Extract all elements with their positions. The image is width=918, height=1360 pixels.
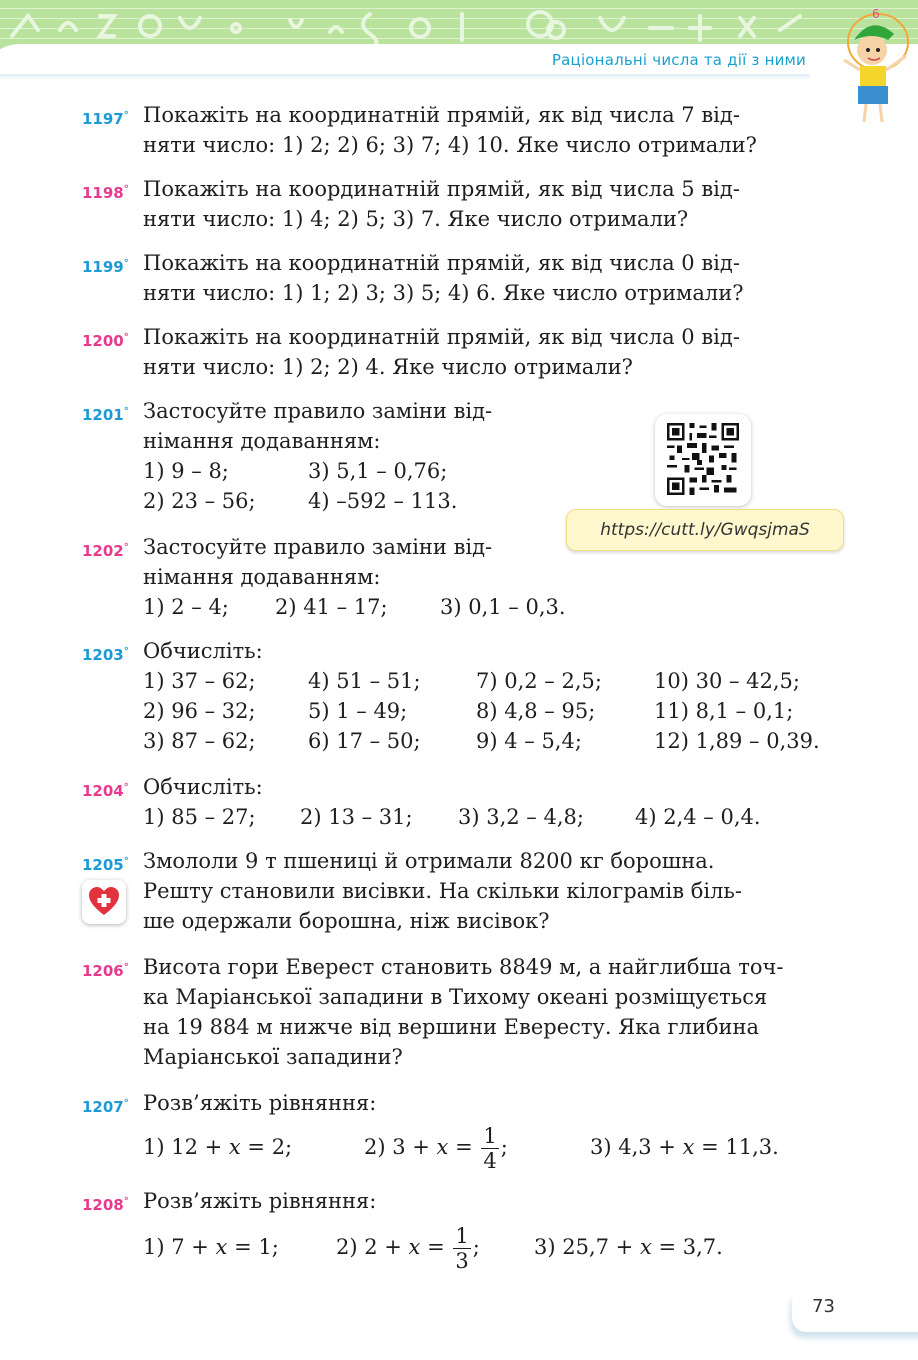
qr-code-icon [667, 423, 739, 495]
exercise-item: 9) 4 – 5,4; [476, 729, 582, 753]
exercise-item: 2) 41 – 17; [275, 595, 388, 619]
exercise-item: 12) 1,89 – 0,39. [654, 729, 820, 753]
problem-text-line: няти число: 1) 1; 2) 3; 3) 5; 4) 6. Яке число отримали? [143, 281, 744, 305]
exercise-item: 4) –592 – 113. [308, 489, 458, 513]
problem-text-line: Покажіть на координатній прямій, як від числа 0 від- [143, 325, 740, 349]
equation: 2) 2 + x = $\frac{1}{3}$ ; [336, 1224, 480, 1273]
problem-number: 1206° [82, 962, 129, 980]
problem-number: 1205° [82, 856, 129, 874]
exercise-item: 1) 9 – 8; [143, 459, 229, 483]
section-title: Раціональні числа та дії з ними [551, 51, 806, 69]
problem-number: 1199° [82, 258, 129, 276]
exercise-item: 5) 1 – 49; [308, 699, 408, 723]
qr-code-card[interactable] [655, 414, 751, 506]
problem-number: 1208° [82, 1196, 129, 1214]
exercise-item: 1) 85 – 27; [143, 805, 256, 829]
problem-title: Розв’яжіть рівняння: [143, 1189, 377, 1213]
problem-text-line: німання додаванням: [143, 565, 381, 589]
equation: 1) 12 + x = 2; [143, 1135, 293, 1159]
problem-text-line: ка Маріанської западини в Тихому океані розміщується [143, 985, 768, 1009]
problem-text-line: Покажіть на координатній прямій, як від числа 7 від- [143, 103, 740, 127]
problem-number: 1201° [82, 406, 129, 424]
problem-text-line: німання додаванням: [143, 429, 381, 453]
fraction: $\frac{1}{3}$ [455, 1224, 469, 1273]
problem-text-line: няти число: 1) 2; 2) 6; 3) 7; 4) 10. Яке число отримали? [143, 133, 757, 157]
problem-text-line: Решту становили висівки. На скільки кілограмів біль- [143, 879, 742, 903]
equation: 3) 4,3 + x = 11,3. [590, 1135, 779, 1159]
problem-title: Розв’яжіть рівняння: [143, 1091, 377, 1115]
exercise-item: 3) 5,1 – 0,76; [308, 459, 448, 483]
fraction: $\frac{1}{4}$ [483, 1124, 497, 1173]
exercise-item: 2) 23 – 56; [143, 489, 256, 513]
exercise-item: 3) 3,2 – 4,8; [458, 805, 584, 829]
problem-number: 1204° [82, 782, 129, 800]
equation: 3) 25,7 + x = 3,7. [534, 1235, 723, 1259]
heart-cross-icon [88, 886, 120, 918]
problem-text-line: на 19 884 м нижче від вершини Евересту. Яка глибина [143, 1015, 759, 1039]
problem-number: 1203° [82, 646, 129, 664]
exercise-item: 7) 0,2 – 2,5; [476, 669, 602, 693]
problem-text-line: Застосуйте правило заміни від- [143, 399, 493, 423]
equation: 1) 7 + x = 1; [143, 1235, 279, 1259]
exercise-item: 10) 30 – 42,5; [654, 669, 800, 693]
page-number-tab [792, 1288, 918, 1332]
problem-number: 1198° [82, 184, 129, 202]
exercise-item: 2) 96 – 32; [143, 699, 256, 723]
problem-number: 1202° [82, 542, 129, 560]
page-number: 73 [812, 1296, 835, 1317]
problem-text-line: Покажіть на координатній прямій, як від числа 5 від- [143, 177, 740, 201]
problem-text-line: Застосуйте правило заміни від- [143, 535, 493, 559]
header-rule [0, 74, 810, 80]
problem-text-line: Покажіть на координатній прямій, як від числа 0 від- [143, 251, 740, 275]
problem-text-line: ше одержали борошна, ніж висівок? [143, 909, 550, 933]
problem-text-line: няти число: 1) 2; 2) 4. Яке число отримали? [143, 355, 633, 379]
exercise-item: 4) 51 – 51; [308, 669, 421, 693]
exercise-item: 3) 0,1 – 0,3. [440, 595, 566, 619]
exercise-item: 6) 17 – 50; [308, 729, 421, 753]
exercise-item: 4) 2,4 – 0,4. [635, 805, 761, 829]
exercise-item: 8) 4,8 – 95; [476, 699, 596, 723]
problem-number: 1207° [82, 1098, 129, 1116]
problem-text-line: Змололи 9 т пшениці й отримали 8200 кг борошна. [143, 849, 715, 873]
exercise-item: 11) 8,1 – 0,1; [654, 699, 794, 723]
exercise-item: 2) 13 – 31; [300, 805, 413, 829]
exercise-item: 1) 37 – 62; [143, 669, 256, 693]
problem-text-line: Маріанської западини? [143, 1045, 403, 1069]
problem-number: 1197° [82, 110, 129, 128]
problem-title: Обчисліть: [143, 775, 263, 799]
svg-text:6: 6 [872, 7, 880, 21]
exercise-item: 1) 2 – 4; [143, 595, 229, 619]
problem-text-line: Висота гори Еверест становить 8849 м, а найглибша точ- [143, 955, 784, 979]
problem-text-line: няти число: 1) 4; 2) 5; 3) 7. Яке число отримали? [143, 207, 689, 231]
exercise-item: 3) 87 – 62; [143, 729, 256, 753]
equation: 2) 3 + x = $\frac{1}{4}$ ; [364, 1124, 508, 1173]
health-badge [82, 880, 126, 924]
problem-title: Обчисліть: [143, 639, 263, 663]
problem-number: 1200° [82, 332, 129, 350]
qr-link[interactable]: https://cutt.ly/GwqsjmaS [566, 509, 844, 551]
